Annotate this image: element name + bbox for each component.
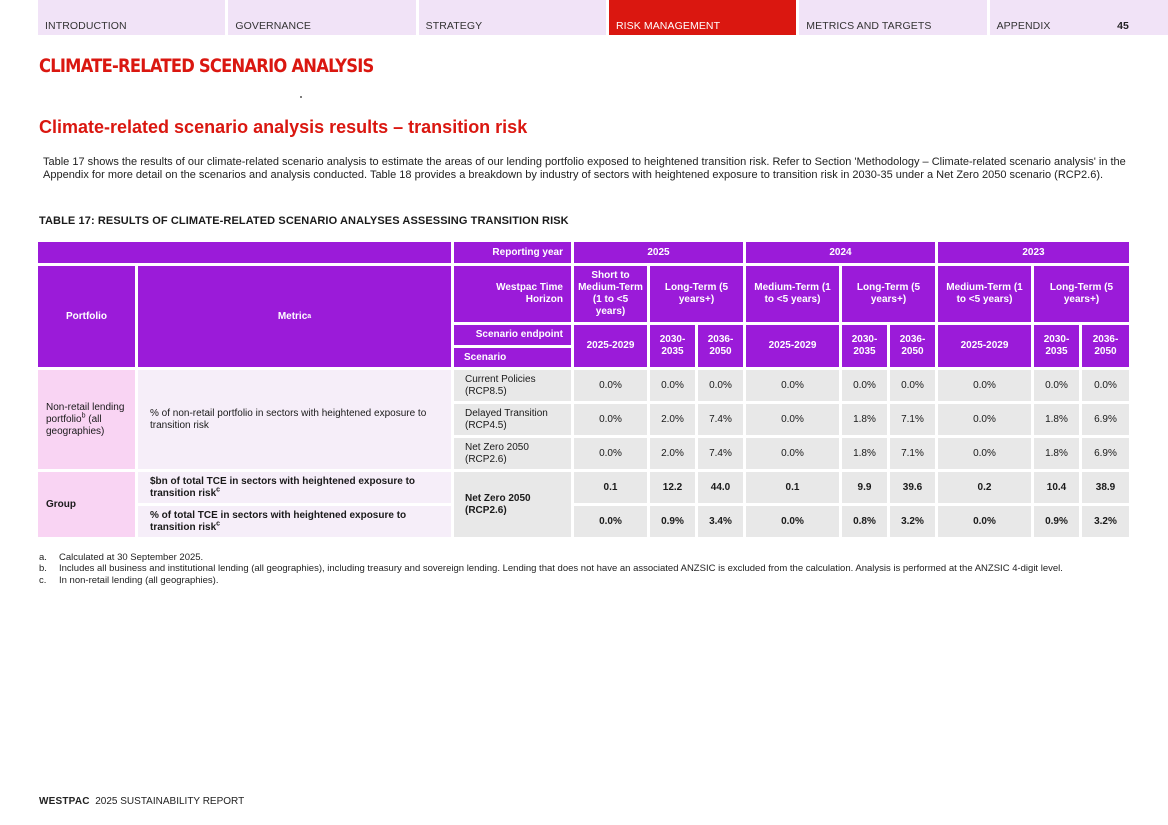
nonretail-dt-value: 1.8% [1034,404,1079,435]
footnote-key: b. [39,563,47,575]
nonretail-dt-value: 0.0% [746,404,839,435]
group-tce-bn-value: 10.4 [1034,472,1079,503]
year-2025-header: 2025 [574,242,743,263]
nonretail-cp-value: 0.0% [650,370,695,401]
group-metric-tce-bn-label: $bn of total TCE in sectors with heightened exposure to transition risk [150,475,416,499]
group-tce-pct-value: 0.9% [1034,506,1079,537]
nonretail-nz-value: 1.8% [842,438,887,469]
horizon-2025-long: Long-Term (5 years+) [650,266,743,322]
group-tce-bn-value: 44.0 [698,472,743,503]
nonretail-dt-value: 0.0% [938,404,1031,435]
group-metric-tce-pct-sup: c [216,520,221,528]
nonretail-nz-value: 1.8% [1034,438,1079,469]
nonretail-dt-value: 0.0% [574,404,647,435]
nonretail-dt-value: 7.4% [698,404,743,435]
nav-tab-metrics-and-targets[interactable]: METRICS AND TARGETS [799,0,986,35]
group-metric-tce-pct-label: % of total TCE in sectors with heightened exposure to transition risk [150,509,407,533]
group-metric-tce-bn-sup: c [216,486,221,494]
footnote-key: c. [39,574,47,586]
nav-tab-risk-management[interactable]: RISK MANAGEMENT [609,0,796,35]
group-tce-pct-value: 0.9% [650,506,695,537]
footnote-key: a. [39,552,47,563]
nonretail-cp-value: 0.0% [574,370,647,401]
nonretail-cp-value: 0.0% [1082,370,1129,401]
horizon-2025-medium: Short to Medium-Term (1 to <5 years) [574,266,647,322]
group-tce-bn-value: 12.2 [650,472,695,503]
portfolio-header: Portfolio [38,266,135,367]
nonretail-nz-value: 0.0% [938,438,1031,469]
year-2024-header: 2024 [746,242,935,263]
decorative-dot [300,96,302,98]
results-table [38,242,1130,542]
footnote-text: In non-retail lending (all geographies). [59,574,219,586]
endpoint-2025-2: 2030-2035 [650,325,695,367]
group-tce-bn-value: 0.2 [938,472,1031,503]
nav-tab-governance[interactable]: GOVERNANCE [228,0,415,35]
nonretail-portfolio-suffix: (all geographies) [46,413,105,437]
footer-text: 2025 SUSTAINABILITY REPORT [95,796,245,807]
top-navigation [38,0,1168,35]
horizon-2023-medium: Medium-Term (1 to <5 years) [938,266,1031,322]
horizon-2024-long: Long-Term (5 years+) [842,266,935,322]
nonretail-dt-value: 7.1% [890,404,935,435]
nonretail-nz-value: 0.0% [574,438,647,469]
intro-paragraph: Table 17 shows the results of our climate-related scenario analysis to estimate the areas of our lending portfolio exposed to heightened transition risk. Refer to Section 'Methodology – Climate-related scenario analysis' in the Appendix for more detail on the scenarios and analysis conducted. Table 18 provides a breakdown by industry of sectors with heightened exposure to transition risk in 2030-35 under a Net Zero 2050 scenario (RCP2.6). [43,156,1126,181]
nonretail-nz-value: 0.0% [746,438,839,469]
footnote-b [39,563,1134,574]
group-tce-pct-value: 0.8% [842,506,887,537]
header-blank [38,242,451,263]
endpoint-2025-3: 2036-2050 [698,325,743,367]
nonretail-cp-value: 0.0% [746,370,839,401]
group-metric-tce-bn [138,472,451,503]
nav-tab-appendix[interactable] [990,0,1168,35]
nonretail-nz-value: 6.9% [1082,438,1129,469]
group-tce-pct-value: 0.0% [938,506,1031,537]
group-tce-pct-value: 3.2% [890,506,935,537]
footnote-text: Calculated at 30 September 2025. [59,552,204,563]
group-metric-tce-pct [138,506,451,537]
nonretail-portfolio-label: Non-retail lending portfolio [46,401,125,425]
nav-tab-appendix-label: APPENDIX [996,20,1051,32]
metric-header: Metric a [138,266,451,367]
endpoint-2025-1: 2025-2029 [574,325,647,367]
nonretail-dt-value: 2.0% [650,404,695,435]
scenario-delayed-transition: Delayed Transition (RCP4.5) [454,404,571,435]
table-title: TABLE 17: RESULTS OF CLIMATE-RELATED SCENARIO ANALYSES ASSESSING TRANSITION RISK [39,215,569,227]
nonretail-portfolio-cell [38,370,135,469]
scenario-current-policies: Current Policies (RCP8.5) [454,370,571,401]
page-heading: Climate-related scenario analysis results – transition risk [39,117,528,137]
year-2023-header: 2023 [938,242,1129,263]
group-portfolio-cell: Group [38,472,135,537]
nonretail-nz-value: 7.1% [890,438,935,469]
nonretail-cp-value: 0.0% [698,370,743,401]
time-horizon-label [454,266,571,322]
scenario-label: Scenario [454,348,571,367]
group-tce-pct-value: 3.2% [1082,506,1129,537]
nonretail-portfolio-sup: b [81,412,86,420]
group-tce-bn-value: 0.1 [574,472,647,503]
endpoint-2023-3: 2036-2050 [1082,325,1129,367]
section-title: CLIMATE-RELATED SCENARIO ANALYSIS [39,55,374,77]
page-footer [39,796,244,807]
footer-brand: WESTPAC [39,796,90,807]
group-tce-bn-value: 38.9 [1082,472,1129,503]
endpoint-2024-3: 2036-2050 [890,325,935,367]
endpoint-2023-2: 2030-2035 [1034,325,1079,367]
group-tce-pct-value: 0.0% [746,506,839,537]
nonretail-cp-value: 0.0% [938,370,1031,401]
time-horizon-label-text: Westpac Time Horizon [496,282,563,305]
group-tce-bn-value: 9.9 [842,472,887,503]
nonretail-cp-value: 0.0% [890,370,935,401]
footnote-a [39,552,1134,563]
group-scenario: Net Zero 2050 (RCP2.6) [454,472,571,537]
nonretail-dt-value: 6.9% [1082,404,1129,435]
page-number: 45 [1117,20,1129,32]
scenario-endpoint-label: Scenario endpoint [454,325,571,345]
footnote-text: Includes all business and institutional lending (all geographies), including treasury and sovereign lending. Lending that does not have an associated ANZSIC is excluded from the calculation. Analysis is performed at the ANZSIC 4-digit level. [59,563,1063,575]
horizon-2024-medium: Medium-Term (1 to <5 years) [746,266,839,322]
endpoint-2024-2: 2030-2035 [842,325,887,367]
nonretail-nz-value: 2.0% [650,438,695,469]
group-tce-pct-value: 0.0% [574,506,647,537]
nonretail-dt-value: 1.8% [842,404,887,435]
reporting-year-label: Reporting year [454,242,571,263]
endpoint-2024-1: 2025-2029 [746,325,839,367]
horizon-2023-long: Long-Term (5 years+) [1034,266,1129,322]
nonretail-cp-value: 0.0% [1034,370,1079,401]
nav-tab-strategy[interactable]: STRATEGY [419,0,606,35]
endpoint-2023-1: 2025-2029 [938,325,1031,367]
group-tce-bn-value: 0.1 [746,472,839,503]
nonretail-cp-value: 0.0% [842,370,887,401]
group-tce-bn-value: 39.6 [890,472,935,503]
footnote-c [39,575,1134,586]
footnotes [39,552,1134,586]
group-tce-pct-value: 3.4% [698,506,743,537]
scenario-net-zero: Net Zero 2050 (RCP2.6) [454,438,571,469]
nonretail-metric: % of non-retail portfolio in sectors with heightened exposure to transition risk [138,370,451,469]
metric-header-label: Metric [277,310,308,322]
nonretail-nz-value: 7.4% [698,438,743,469]
nav-tab-introduction[interactable]: INTRODUCTION [38,0,225,35]
